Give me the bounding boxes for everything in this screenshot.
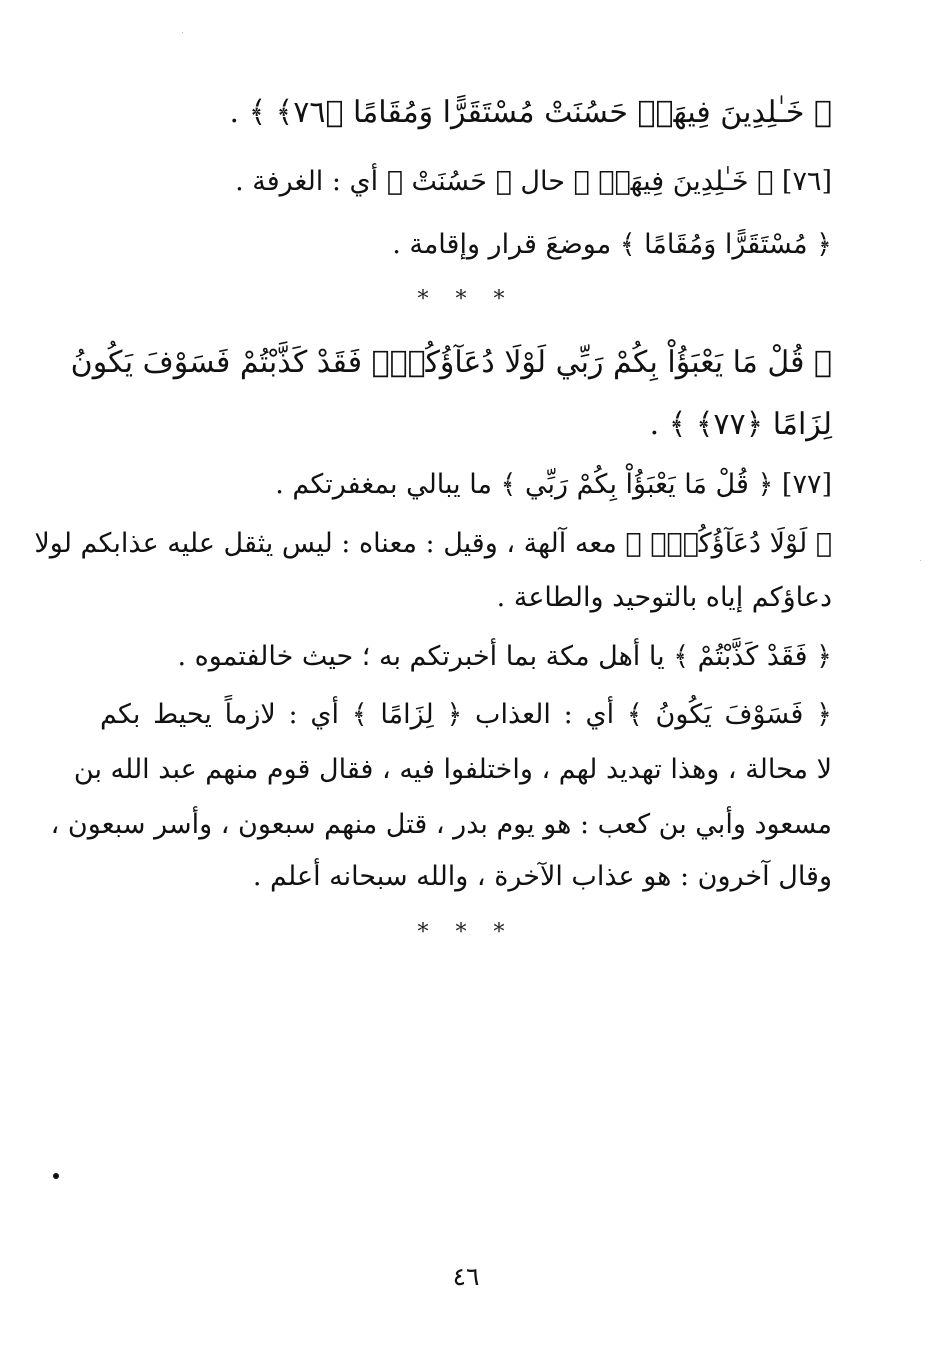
commentary-77-line-4: ﴿ فَقَدْ كَذَّبْتُمْ ﴾ يا أهل مكة بما أخبرتكم به ؛ حيث خالفتموه . xyxy=(177,641,832,672)
scan-speck xyxy=(920,560,921,561)
commentary-77-line-8: وقال آخرون : هو عذاب الآخرة ، والله سبحانه أعلم . xyxy=(252,861,832,892)
commentary-77-line-5: ﴿ فَسَوْفَ يَكُونُ ﴾ أي : العذاب ﴿ لِزَامًا ﴾ أي : لازماً يحيط بكم xyxy=(100,699,832,730)
verse-77-line-2: لِزَامًا ﴿٧٧﴾ ﴾ . xyxy=(649,407,832,442)
verse-76: ﴿ خَـٰلِدِينَ فِيهَاۚ حَسُنَتْ مُسْتَقَرًّا وَمُقَامًا ﴿٧٦﴾ ﴾ . xyxy=(229,95,832,130)
commentary-77-line-3: دعاؤكم إياه بالتوحيد والطاعة . xyxy=(496,582,832,613)
commentary-77-line-7: مسعود وأبي بن كعب : هو يوم بدر ، قتل منهم سبعون ، وأسر سبعون ، xyxy=(50,809,832,840)
stray-dot xyxy=(53,1173,59,1179)
commentary-77-line-6: لا محالة ، وهذا تهديد لهم ، واختلفوا فيه ، فقال قوم منهم عبد الله بن xyxy=(73,754,832,785)
page-number: ٤٦ xyxy=(452,1262,480,1291)
end-separator: * * * xyxy=(417,920,515,945)
commentary-76-line-2: ﴿ مُسْتَقَرًّا وَمُقَامًا ﴾ موضعَ قرار وإقامة . xyxy=(392,229,832,260)
section-separator: * * * xyxy=(417,287,515,312)
commentary-77-line-1: [٧٧] ﴿ قُلْ مَا يَعْبَؤُاْ بِكُمْ رَبِّي ﴾ ما يبالي بمغفرتكم . xyxy=(275,469,832,500)
scan-speck xyxy=(182,32,183,33)
commentary-77-line-2: ﴿ لَوْلَا دُعَآؤُكُمْۖ ﴾ معه آلهة ، وقيل : معناه : ليس يثقل عليه عذابكم لولا xyxy=(34,528,832,559)
commentary-76-line-1: [٧٦] ﴿ خَـٰلِدِينَ فِيهَاۚ ﴾ حال ﴿ حَسُنَتْ ﴾ أي : الغرفة . xyxy=(235,166,832,197)
verse-77-line-1: ﴿ قُلْ مَا يَعْبَؤُاْ بِكُمْ رَبِّي لَوْلَا دُعَآؤُكُمْۖ فَقَدْ كَذَّبْتُمْ فَسَوْفَ يَكُونُ xyxy=(70,345,832,380)
